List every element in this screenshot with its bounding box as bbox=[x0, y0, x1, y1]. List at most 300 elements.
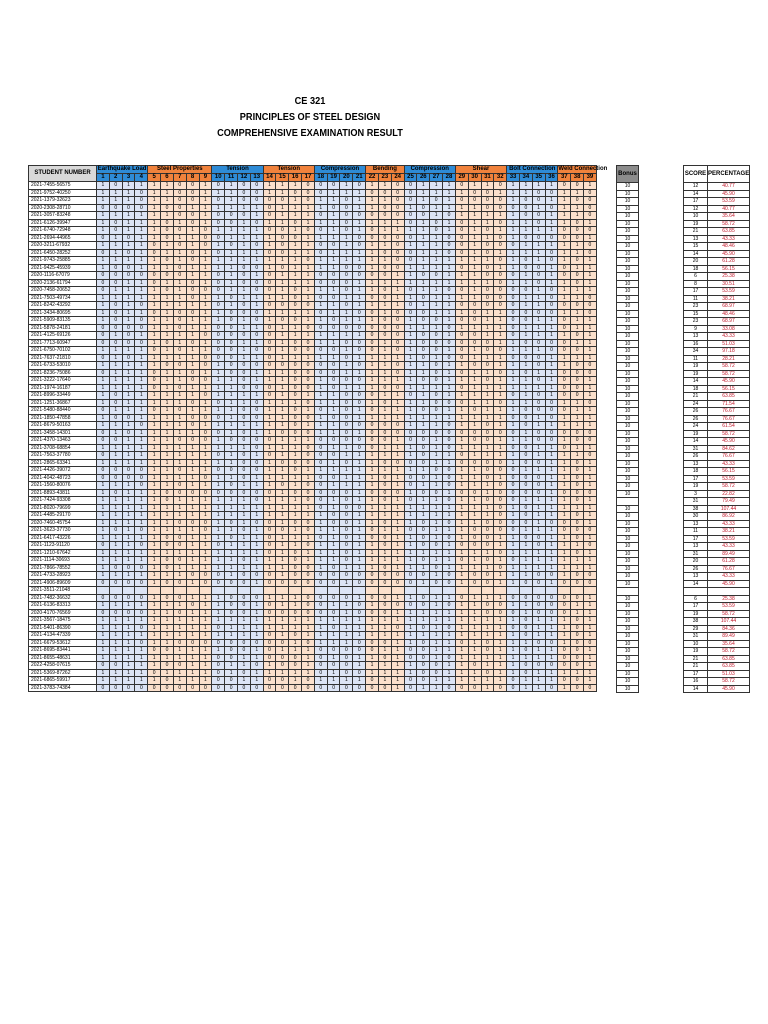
bonus-cell: 10 bbox=[617, 243, 639, 251]
answer-cell: 0 bbox=[212, 489, 225, 497]
answer-cell: 0 bbox=[237, 362, 250, 370]
answer-cell: 1 bbox=[199, 384, 212, 392]
bonus-cell: 10 bbox=[617, 423, 639, 431]
answer-cell: 1 bbox=[404, 489, 417, 497]
answer-cell: 1 bbox=[250, 302, 263, 310]
answer-cell bbox=[161, 587, 174, 595]
answer-cell: 1 bbox=[225, 632, 238, 640]
answer-cell: 1 bbox=[148, 564, 161, 572]
course-code: CE 321 bbox=[294, 96, 326, 107]
answer-cell: 0 bbox=[302, 399, 315, 407]
answer-cell: 0 bbox=[443, 249, 456, 257]
answer-cell: 1 bbox=[314, 632, 327, 640]
bonus-cell bbox=[617, 588, 639, 596]
answer-cell: 1 bbox=[391, 294, 404, 302]
answer-cell: 0 bbox=[173, 684, 186, 692]
answer-cell: 0 bbox=[135, 482, 148, 490]
answer-cell: 1 bbox=[161, 572, 174, 580]
answer-cell: 1 bbox=[430, 609, 443, 617]
answer-cell: 1 bbox=[468, 594, 481, 602]
answer-cell: 0 bbox=[443, 572, 456, 580]
percentage-cell: 56.15 bbox=[708, 468, 750, 476]
student-row bbox=[29, 519, 597, 527]
answer-cell: 0 bbox=[519, 422, 532, 430]
answer-cell: 1 bbox=[314, 639, 327, 647]
answer-cell: 1 bbox=[302, 549, 315, 557]
answer-cell: 1 bbox=[173, 512, 186, 520]
answer-cell: 1 bbox=[327, 197, 340, 205]
answer-cell: 1 bbox=[378, 662, 391, 670]
answer-cell: 0 bbox=[225, 362, 238, 370]
answer-cell: 1 bbox=[122, 384, 135, 392]
score-cell: 19 bbox=[684, 483, 708, 491]
answer-cell: 1 bbox=[327, 332, 340, 340]
answer-cell: 0 bbox=[404, 497, 417, 505]
answer-cell: 0 bbox=[109, 564, 122, 572]
score-cell: 18 bbox=[684, 265, 708, 273]
answer-cell: 0 bbox=[455, 219, 468, 227]
question-number: 30 bbox=[468, 174, 481, 182]
answer-cell: 1 bbox=[532, 564, 545, 572]
answer-cell: 1 bbox=[135, 347, 148, 355]
answer-cell: 0 bbox=[199, 332, 212, 340]
answer-cell: 1 bbox=[135, 242, 148, 250]
answer-cell: 1 bbox=[327, 339, 340, 347]
answer-cell: 1 bbox=[558, 212, 571, 220]
answer-cell: 0 bbox=[161, 339, 174, 347]
answer-cell: 0 bbox=[263, 437, 276, 445]
answer-cell: 0 bbox=[378, 332, 391, 340]
answer-cell: 1 bbox=[314, 219, 327, 227]
answer-cell: 0 bbox=[135, 467, 148, 475]
answer-cell: 1 bbox=[558, 482, 571, 490]
answer-cell: 0 bbox=[263, 534, 276, 542]
answer-cell: 1 bbox=[366, 264, 379, 272]
answer-cell: 1 bbox=[455, 624, 468, 632]
answer-cell: 0 bbox=[378, 579, 391, 587]
question-number: 6 bbox=[161, 174, 174, 182]
answer-cell: 0 bbox=[109, 227, 122, 235]
student-number: 2021-7713-60947 bbox=[29, 339, 97, 347]
answer-cell: 0 bbox=[135, 302, 148, 310]
answer-cell: 1 bbox=[237, 339, 250, 347]
answer-cell: 0 bbox=[289, 219, 302, 227]
answer-cell bbox=[327, 587, 340, 595]
answer-cell: 1 bbox=[545, 617, 558, 625]
answer-cell: 0 bbox=[186, 399, 199, 407]
student-row bbox=[29, 594, 597, 602]
percentage-cell: 107.44 bbox=[708, 618, 750, 626]
answer-cell: 1 bbox=[148, 317, 161, 325]
answer-cell: 0 bbox=[340, 489, 353, 497]
answer-cell: 1 bbox=[135, 414, 148, 422]
answer-cell bbox=[276, 587, 289, 595]
student-number: 2021-8236-75086 bbox=[29, 369, 97, 377]
answer-cell: 1 bbox=[212, 204, 225, 212]
answer-cell: 0 bbox=[109, 339, 122, 347]
answer-cell: 1 bbox=[519, 557, 532, 565]
student-number: 2021-2694-44965 bbox=[29, 234, 97, 242]
answer-cell: 0 bbox=[199, 489, 212, 497]
answer-cell: 1 bbox=[366, 654, 379, 662]
student-number: 2021-6740-72948 bbox=[29, 227, 97, 235]
bonus-cell: 10 bbox=[617, 558, 639, 566]
answer-cell: 0 bbox=[135, 609, 148, 617]
answer-cell: 1 bbox=[584, 504, 597, 512]
answer-cell: 1 bbox=[558, 542, 571, 550]
score-cell: 18 bbox=[684, 468, 708, 476]
answer-cell: 1 bbox=[430, 557, 443, 565]
answer-cell: 1 bbox=[494, 444, 507, 452]
student-number: 2020-7460-45754 bbox=[29, 519, 97, 527]
answer-cell: 1 bbox=[532, 317, 545, 325]
answer-cell: 0 bbox=[571, 362, 584, 370]
answer-cell: 0 bbox=[481, 204, 494, 212]
answer-cell: 0 bbox=[225, 467, 238, 475]
answer-cell: 0 bbox=[327, 519, 340, 527]
answer-cell: 1 bbox=[135, 219, 148, 227]
answer-cell: 1 bbox=[455, 407, 468, 415]
answer-cell: 1 bbox=[225, 542, 238, 550]
answer-cell: 1 bbox=[443, 362, 456, 370]
student-number: 2021-4485-29170 bbox=[29, 512, 97, 520]
answer-cell: 1 bbox=[327, 227, 340, 235]
answer-cell: 1 bbox=[135, 392, 148, 400]
answer-cell: 1 bbox=[327, 219, 340, 227]
answer-cell: 1 bbox=[199, 512, 212, 520]
answer-cell: 0 bbox=[340, 542, 353, 550]
answer-cell: 1 bbox=[468, 617, 481, 625]
answer-cell: 1 bbox=[571, 294, 584, 302]
answer-cell: 0 bbox=[109, 219, 122, 227]
percentage-cell: 68.97 bbox=[708, 303, 750, 311]
answer-cell: 0 bbox=[276, 264, 289, 272]
answer-cell: 1 bbox=[519, 542, 532, 550]
answer-cell: 0 bbox=[353, 422, 366, 430]
answer-cell: 0 bbox=[571, 429, 584, 437]
answer-cell: 0 bbox=[289, 557, 302, 565]
answer-cell bbox=[532, 587, 545, 595]
score-cell: 21 bbox=[684, 655, 708, 663]
answer-cell: 0 bbox=[455, 489, 468, 497]
answer-cell: 1 bbox=[353, 384, 366, 392]
answer-cell: 1 bbox=[404, 519, 417, 527]
answer-cell: 1 bbox=[237, 504, 250, 512]
answer-cell: 0 bbox=[455, 287, 468, 295]
answer-cell: 0 bbox=[417, 444, 430, 452]
answer-cell: 1 bbox=[443, 377, 456, 385]
answer-cell: 1 bbox=[212, 534, 225, 542]
answer-cell: 1 bbox=[263, 482, 276, 490]
answer-cell: 0 bbox=[237, 332, 250, 340]
bonus-cell: 10 bbox=[617, 370, 639, 378]
answer-cell: 1 bbox=[212, 594, 225, 602]
answer-cell: 1 bbox=[97, 317, 110, 325]
answer-cell: 1 bbox=[545, 632, 558, 640]
answer-cell: 0 bbox=[584, 197, 597, 205]
answer-cell: 1 bbox=[443, 182, 456, 190]
answer-cell: 1 bbox=[404, 564, 417, 572]
answer-cell: 1 bbox=[545, 354, 558, 362]
answer-cell: 1 bbox=[161, 264, 174, 272]
answer-cell: 1 bbox=[378, 624, 391, 632]
answer-cell: 1 bbox=[391, 377, 404, 385]
answer-cell: 0 bbox=[237, 639, 250, 647]
answer-cell: 0 bbox=[263, 602, 276, 610]
answer-cell: 0 bbox=[443, 234, 456, 242]
answer-cell: 1 bbox=[532, 617, 545, 625]
answer-cell: 0 bbox=[199, 377, 212, 385]
answer-cell: 0 bbox=[122, 684, 135, 692]
answer-cell: 1 bbox=[161, 609, 174, 617]
answer-cell: 1 bbox=[276, 407, 289, 415]
answer-cell: 0 bbox=[314, 647, 327, 655]
answer-cell: 1 bbox=[404, 422, 417, 430]
answer-cell: 0 bbox=[97, 287, 110, 295]
student-row bbox=[29, 227, 597, 235]
answer-cell: 0 bbox=[340, 272, 353, 280]
score-cell: 13 bbox=[684, 235, 708, 243]
score-cell: 26 bbox=[684, 408, 708, 416]
answer-cell: 1 bbox=[404, 542, 417, 550]
answer-cell: 1 bbox=[584, 467, 597, 475]
answer-cell: 1 bbox=[250, 632, 263, 640]
answer-cell: 1 bbox=[122, 519, 135, 527]
answer-cell: 1 bbox=[199, 624, 212, 632]
answer-cell: 1 bbox=[507, 534, 520, 542]
answer-cell: 1 bbox=[391, 414, 404, 422]
question-number: 7 bbox=[173, 174, 186, 182]
answer-cell: 1 bbox=[519, 549, 532, 557]
answer-cell: 1 bbox=[302, 249, 315, 257]
answer-cell: 0 bbox=[225, 519, 238, 527]
answer-cell: 1 bbox=[366, 459, 379, 467]
answer-cell: 1 bbox=[225, 302, 238, 310]
answer-cell: 0 bbox=[276, 362, 289, 370]
answer-cell: 1 bbox=[276, 294, 289, 302]
answer-cell: 0 bbox=[314, 572, 327, 580]
answer-cell: 0 bbox=[366, 677, 379, 685]
answer-cell: 0 bbox=[161, 287, 174, 295]
answer-cell: 1 bbox=[109, 369, 122, 377]
answer-cell: 1 bbox=[289, 602, 302, 610]
answer-cell: 1 bbox=[327, 654, 340, 662]
answer-cell: 1 bbox=[481, 279, 494, 287]
answer-cell: 1 bbox=[584, 444, 597, 452]
answer-cell: 1 bbox=[545, 242, 558, 250]
answer-cell: 1 bbox=[148, 429, 161, 437]
score-cell: 10 bbox=[684, 640, 708, 648]
answer-cell: 0 bbox=[378, 429, 391, 437]
answer-cell: 0 bbox=[443, 497, 456, 505]
answer-cell: 0 bbox=[314, 594, 327, 602]
answer-cell: 1 bbox=[353, 632, 366, 640]
answer-cell: 1 bbox=[225, 287, 238, 295]
answer-cell: 1 bbox=[519, 219, 532, 227]
percentage-cell: 51.03 bbox=[708, 670, 750, 678]
answer-cell: 1 bbox=[366, 369, 379, 377]
score-cell: 21 bbox=[684, 663, 708, 671]
answer-cell: 1 bbox=[250, 474, 263, 482]
answer-cell: 0 bbox=[173, 662, 186, 670]
answer-cell: 0 bbox=[481, 242, 494, 250]
answer-cell: 1 bbox=[122, 444, 135, 452]
answer-cell: 0 bbox=[109, 317, 122, 325]
student-number: 2021-1123-91120 bbox=[29, 542, 97, 550]
answer-cell: 0 bbox=[507, 317, 520, 325]
answer-cell: 1 bbox=[443, 542, 456, 550]
answer-cell: 1 bbox=[276, 219, 289, 227]
answer-cell: 1 bbox=[109, 549, 122, 557]
answer-cell: 0 bbox=[391, 197, 404, 205]
answer-cell bbox=[314, 587, 327, 595]
answer-cell: 0 bbox=[366, 444, 379, 452]
answer-cell: 0 bbox=[558, 579, 571, 587]
student-number: 2021-1974-16187 bbox=[29, 384, 97, 392]
answer-cell: 1 bbox=[289, 617, 302, 625]
answer-cell: 1 bbox=[468, 392, 481, 400]
answer-cell: 1 bbox=[455, 564, 468, 572]
answer-cell: 0 bbox=[237, 609, 250, 617]
answer-cell: 1 bbox=[353, 482, 366, 490]
answer-cell: 0 bbox=[455, 227, 468, 235]
answer-cell: 0 bbox=[558, 339, 571, 347]
answer-cell: 1 bbox=[289, 504, 302, 512]
answer-cell: 0 bbox=[186, 489, 199, 497]
answer-cell: 1 bbox=[250, 354, 263, 362]
answer-cell: 1 bbox=[173, 572, 186, 580]
answer-cell: 0 bbox=[109, 309, 122, 317]
answer-cell: 1 bbox=[507, 572, 520, 580]
answer-cell: 0 bbox=[584, 399, 597, 407]
answer-cell: 1 bbox=[212, 512, 225, 520]
answer-cell: 1 bbox=[97, 534, 110, 542]
answer-cell: 1 bbox=[302, 234, 315, 242]
answer-cell: 1 bbox=[391, 542, 404, 550]
answer-cell: 1 bbox=[302, 354, 315, 362]
answer-cell: 1 bbox=[237, 392, 250, 400]
bonus-cell: 10 bbox=[617, 543, 639, 551]
answer-cell: 1 bbox=[199, 677, 212, 685]
answer-cell: 1 bbox=[391, 392, 404, 400]
answer-cell: 1 bbox=[545, 534, 558, 542]
answer-cell: 0 bbox=[378, 437, 391, 445]
answer-cell: 1 bbox=[430, 512, 443, 520]
answer-cell: 0 bbox=[417, 557, 430, 565]
student-number: 2021-6450-28252 bbox=[29, 249, 97, 257]
answer-cell bbox=[366, 587, 379, 595]
answer-cell: 1 bbox=[263, 189, 276, 197]
topic-header: Compression bbox=[314, 166, 365, 174]
answer-cell: 0 bbox=[135, 339, 148, 347]
student-row bbox=[29, 534, 597, 542]
student-row bbox=[29, 647, 597, 655]
answer-cell: 1 bbox=[558, 474, 571, 482]
answer-cell: 1 bbox=[391, 609, 404, 617]
answer-cell: 1 bbox=[519, 399, 532, 407]
answer-cell: 0 bbox=[532, 197, 545, 205]
score-cell bbox=[684, 588, 708, 596]
answer-cell: 1 bbox=[468, 377, 481, 385]
percentage-cell: 58.72 bbox=[708, 648, 750, 656]
student-row bbox=[29, 287, 597, 295]
answer-cell: 1 bbox=[532, 497, 545, 505]
question-number: 32 bbox=[494, 174, 507, 182]
answer-cell: 1 bbox=[507, 512, 520, 520]
answer-cell: 1 bbox=[353, 317, 366, 325]
answer-cell: 0 bbox=[430, 219, 443, 227]
answer-cell: 1 bbox=[519, 497, 532, 505]
answer-cell: 1 bbox=[532, 227, 545, 235]
student-number: 2021-7503-49734 bbox=[29, 294, 97, 302]
answer-cell: 1 bbox=[430, 287, 443, 295]
answer-cell: 0 bbox=[302, 497, 315, 505]
answer-cell: 0 bbox=[173, 542, 186, 550]
answer-cell: 1 bbox=[237, 662, 250, 670]
answer-cell: 1 bbox=[173, 632, 186, 640]
answer-cell: 1 bbox=[250, 669, 263, 677]
bonus-cell: 10 bbox=[617, 183, 639, 191]
bonus-cell: 10 bbox=[617, 513, 639, 521]
topic-header-row bbox=[29, 166, 597, 174]
answer-cell: 1 bbox=[199, 564, 212, 572]
percentage-cell: 97.18 bbox=[708, 348, 750, 356]
answer-cell: 0 bbox=[276, 242, 289, 250]
answer-cell: 1 bbox=[199, 467, 212, 475]
answer-cell: 1 bbox=[327, 459, 340, 467]
answer-cell: 1 bbox=[225, 234, 238, 242]
student-row bbox=[29, 632, 597, 640]
answer-cell: 1 bbox=[532, 504, 545, 512]
answer-cell: 1 bbox=[430, 279, 443, 287]
bonus-cell: 10 bbox=[617, 258, 639, 266]
answer-cell: 0 bbox=[353, 684, 366, 692]
answer-cell: 1 bbox=[366, 279, 379, 287]
answer-cell: 1 bbox=[212, 617, 225, 625]
answer-cell: 0 bbox=[173, 324, 186, 332]
student-row bbox=[29, 549, 597, 557]
answer-cell: 0 bbox=[519, 354, 532, 362]
answer-cell: 1 bbox=[276, 392, 289, 400]
score-cell: 6 bbox=[684, 595, 708, 603]
answer-cell: 0 bbox=[417, 407, 430, 415]
answer-cell: 0 bbox=[225, 437, 238, 445]
answer-cell: 1 bbox=[532, 302, 545, 310]
answer-cell: 1 bbox=[443, 227, 456, 235]
answer-cell: 1 bbox=[97, 377, 110, 385]
answer-cell: 1 bbox=[404, 534, 417, 542]
answer-cell: 0 bbox=[263, 332, 276, 340]
answer-cell: 0 bbox=[250, 219, 263, 227]
answer-cell: 1 bbox=[468, 624, 481, 632]
answer-cell: 1 bbox=[494, 662, 507, 670]
answer-cell: 1 bbox=[173, 219, 186, 227]
answer-cell: 0 bbox=[97, 594, 110, 602]
answer-cell: 1 bbox=[250, 452, 263, 460]
answer-cell: 1 bbox=[571, 212, 584, 220]
answer-cell: 0 bbox=[173, 182, 186, 190]
answer-cell: 0 bbox=[507, 677, 520, 685]
answer-cell: 1 bbox=[417, 279, 430, 287]
answer-cell: 0 bbox=[314, 452, 327, 460]
answer-cell: 1 bbox=[212, 609, 225, 617]
answer-cell: 0 bbox=[481, 647, 494, 655]
answer-cell: 0 bbox=[378, 519, 391, 527]
answer-cell: 0 bbox=[161, 564, 174, 572]
answer-cell: 1 bbox=[276, 632, 289, 640]
answer-cell: 1 bbox=[314, 519, 327, 527]
answer-cell: 0 bbox=[173, 407, 186, 415]
